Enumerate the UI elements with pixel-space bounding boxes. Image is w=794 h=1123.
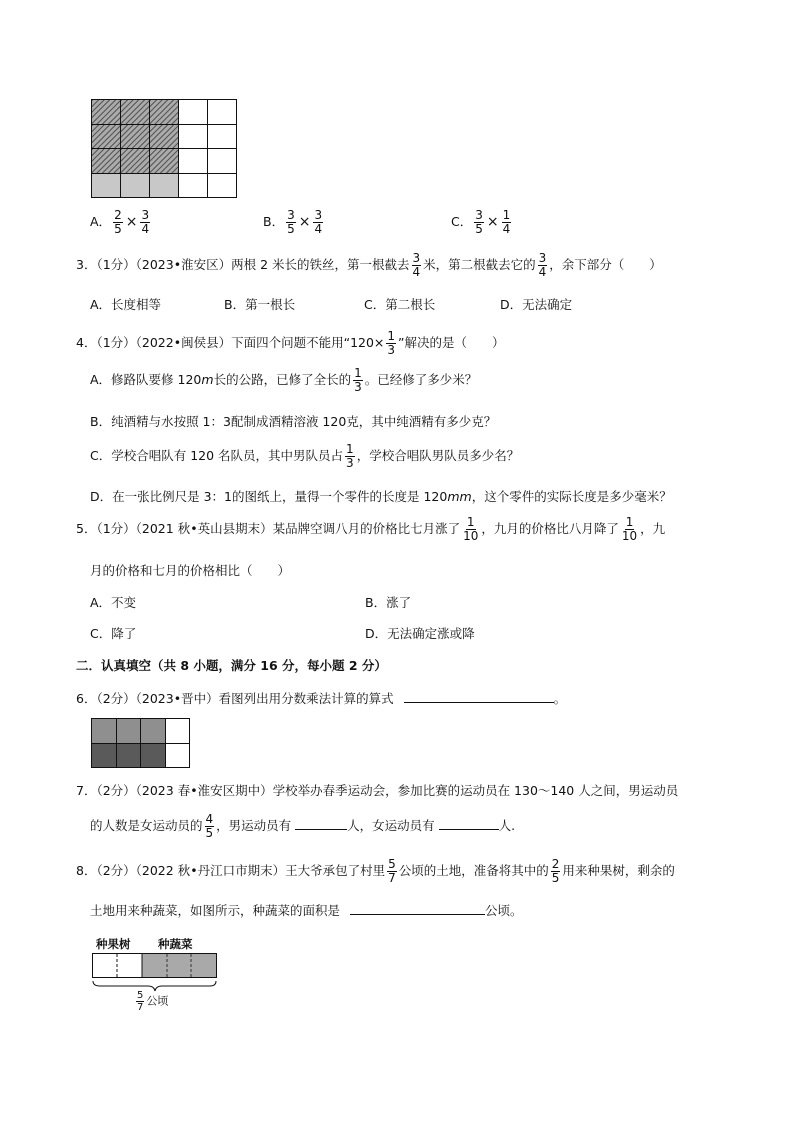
q3-option-d[interactable]: D．无法确定	[500, 297, 573, 312]
q4-option-c[interactable]: C．学校合唱队有 120 名队员，其中男队员占 $\frac{1}{3}$ ，学校合唱队男队员多少名？	[90, 442, 520, 470]
q8-total-label: $\frac{5}{7}$ 公顷	[137, 990, 169, 1013]
q5-option-c[interactable]: C．降了	[90, 626, 137, 641]
q4-option-a[interactable]: A．修路队要修 120m长的公路，已修了全长的 $\frac{1}{3}$ 。已经修了多少米？	[90, 366, 478, 394]
q6-stem: 6．（2分）（2023•晋中）看图列出用分数乘法计算的算式 。	[76, 691, 567, 706]
q7-male-blank[interactable]	[295, 829, 347, 830]
q4-option-b[interactable]: B．纯酒精与水按照 1：3配制成酒精溶液 120克，其中纯酒精有多少克？	[90, 414, 497, 429]
q5-stem-line2: 月的价格和七月的价格相比（ ）	[90, 563, 291, 578]
q8-stem: 8．（2分）（2022 秋•丹江口市期末）王大爷承包了村里 $\frac{5}{7}$ 公顷的土地，准备将其中的 $\frac{2}{5}$ 用来种果树，剩余的	[76, 857, 675, 885]
q5-option-a[interactable]: A．不变	[90, 595, 137, 610]
q8-answer-blank[interactable]	[350, 914, 485, 915]
q2-option-b[interactable]: B． $\frac{3}{5}$ × $\frac{3}{4}$	[263, 208, 323, 236]
q7-female-blank[interactable]	[439, 829, 499, 830]
q4-stem: 4．（1分）（2022•闽侯县）下面四个问题不能用“120× $\frac{1}{3}$ ”解决的是（ ）	[76, 329, 505, 357]
q3-option-b[interactable]: B．第一根长	[224, 297, 296, 312]
q6-shaded-grid	[91, 718, 190, 768]
q4-option-d[interactable]: D．在一张比例尺是 3：1的图纸上，量得一个零件的长度是 120mm，这个零件的实际长度是多少毫米？	[90, 489, 672, 504]
q7-stem: 7．（2分）（2023 春•淮安区期中）学校举办春季运动会，参加比赛的运动员在 130～140 人之间，男运动员	[76, 783, 679, 798]
q8-stem-line2: 土地用来种蔬菜，如图所示，种蔬菜的面积是 公顷。	[90, 903, 523, 918]
q3-option-c[interactable]: C．第二根长	[364, 297, 436, 312]
q2-option-a[interactable]: A． $\frac{2}{5}$ × $\frac{3}{4}$	[90, 208, 150, 236]
q2-option-c[interactable]: C． $\frac{3}{5}$ × $\frac{1}{4}$	[451, 208, 511, 236]
q5-option-d[interactable]: D．无法确定涨或降	[365, 626, 475, 641]
q6-answer-blank[interactable]	[404, 702, 554, 703]
q3-stem: 3．（1分）（2023•淮安区）两根 2 米长的铁丝，第一根截去 $\frac{3}{4}$ 米，第二根截去它的 $\frac{3}{4}$ ，余下部分（ ）	[76, 251, 662, 279]
q5-stem: 5．（1分）（2021 秋•英山县期末）某品牌空调八月的价格比七月涨了 $\frac{1}{10}$ ，九月的价格比八月降了 $\frac{1}{10}$ ，九	[76, 515, 666, 543]
q8-label-veg: 种蔬菜	[158, 937, 193, 951]
q3-option-a[interactable]: A．长度相等	[90, 297, 162, 312]
q2-shaded-grid	[91, 99, 237, 198]
q7-stem-line2: 的人数是女运动员的 $\frac{4}{5}$ ，男运动员有 人，女运动员有 人.	[90, 812, 516, 840]
q8-label-fruit: 种果树	[96, 937, 131, 951]
section-2-title: 二．认真填空（共 8 小题，满分 16 分，每小题 2 分）	[76, 658, 387, 673]
q5-option-b[interactable]: B．涨了	[365, 595, 412, 610]
